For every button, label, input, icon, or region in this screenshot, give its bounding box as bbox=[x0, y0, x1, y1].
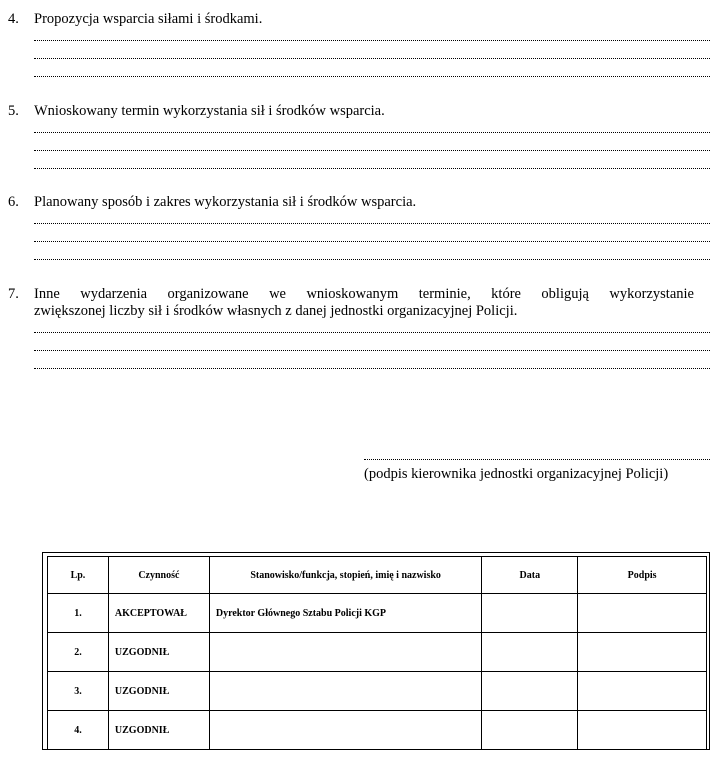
question-7-number: 7. bbox=[8, 286, 19, 302]
question-6-text: Planowany sposób i zakres wykorzystania sił i środków wsparcia. bbox=[34, 194, 417, 210]
cell-czynnosc: UZGODNIŁ bbox=[108, 633, 209, 672]
cell-czynnosc: UZGODNIŁ bbox=[108, 711, 209, 750]
answer-line[interactable] bbox=[34, 40, 710, 41]
cell-czynnosc: UZGODNIŁ bbox=[108, 672, 209, 711]
answer-line[interactable] bbox=[34, 132, 710, 133]
table-header-row bbox=[48, 557, 707, 594]
header-stanowisko: Stanowisko/funkcja, stopień, imię i nazwisko bbox=[209, 557, 482, 594]
table-row bbox=[48, 672, 707, 711]
answer-line[interactable] bbox=[34, 150, 710, 151]
cell-czynnosc: AKCEPTOWAŁ bbox=[108, 594, 209, 633]
cell-data[interactable] bbox=[482, 594, 578, 633]
cell-lp: 1. bbox=[48, 594, 109, 633]
question-4-text: Propozycja wsparcia siłami i środkami. bbox=[34, 11, 263, 27]
question-7-text-line1: Inne wydarzenia organizowane we wnioskowanym terminie, które obligują wykorzystanie bbox=[34, 286, 694, 302]
header-czynnosc: Czynność bbox=[108, 557, 209, 594]
answer-line[interactable] bbox=[34, 58, 710, 59]
question-4-number: 4. bbox=[8, 11, 19, 27]
question-7-text-line2: zwiększonej liczby sił i środków własnych z danej jednostki organizacyjnej Policji. bbox=[34, 303, 518, 319]
approval-table bbox=[47, 556, 707, 750]
answer-line[interactable] bbox=[34, 368, 710, 369]
answer-line[interactable] bbox=[34, 76, 710, 77]
cell-podpis[interactable] bbox=[578, 672, 707, 711]
answer-line[interactable] bbox=[34, 168, 710, 169]
cell-data[interactable] bbox=[482, 711, 578, 750]
answer-line[interactable] bbox=[34, 223, 710, 224]
answer-line[interactable] bbox=[34, 350, 710, 351]
cell-lp: 4. bbox=[48, 711, 109, 750]
cell-stanowisko[interactable]: Dyrektor Głównego Sztabu Policji KGP bbox=[209, 594, 482, 633]
cell-stanowisko[interactable] bbox=[209, 633, 482, 672]
cell-lp: 3. bbox=[48, 672, 109, 711]
cell-lp: 2. bbox=[48, 633, 109, 672]
cell-stanowisko[interactable] bbox=[209, 711, 482, 750]
signature-caption: (podpis kierownika jednostki organizacyjnej Policji) bbox=[364, 466, 669, 482]
answer-line[interactable] bbox=[34, 241, 710, 242]
table-row bbox=[48, 711, 707, 750]
cell-data[interactable] bbox=[482, 633, 578, 672]
header-podpis: Podpis bbox=[578, 557, 707, 594]
answer-line[interactable] bbox=[34, 259, 710, 260]
cell-podpis[interactable] bbox=[578, 594, 707, 633]
approval-table-frame bbox=[42, 552, 710, 750]
cell-podpis[interactable] bbox=[578, 711, 707, 750]
question-5-text: Wnioskowany termin wykorzystania sił i środków wsparcia. bbox=[34, 103, 385, 119]
question-5-number: 5. bbox=[8, 103, 19, 119]
header-lp: Lp. bbox=[48, 557, 109, 594]
table-row bbox=[48, 633, 707, 672]
cell-stanowisko[interactable] bbox=[209, 672, 482, 711]
table-row bbox=[48, 594, 707, 633]
header-data: Data bbox=[482, 557, 578, 594]
answer-line[interactable] bbox=[34, 332, 710, 333]
question-6-number: 6. bbox=[8, 194, 19, 210]
cell-podpis[interactable] bbox=[578, 633, 707, 672]
cell-data[interactable] bbox=[482, 672, 578, 711]
signature-line[interactable] bbox=[364, 459, 710, 460]
